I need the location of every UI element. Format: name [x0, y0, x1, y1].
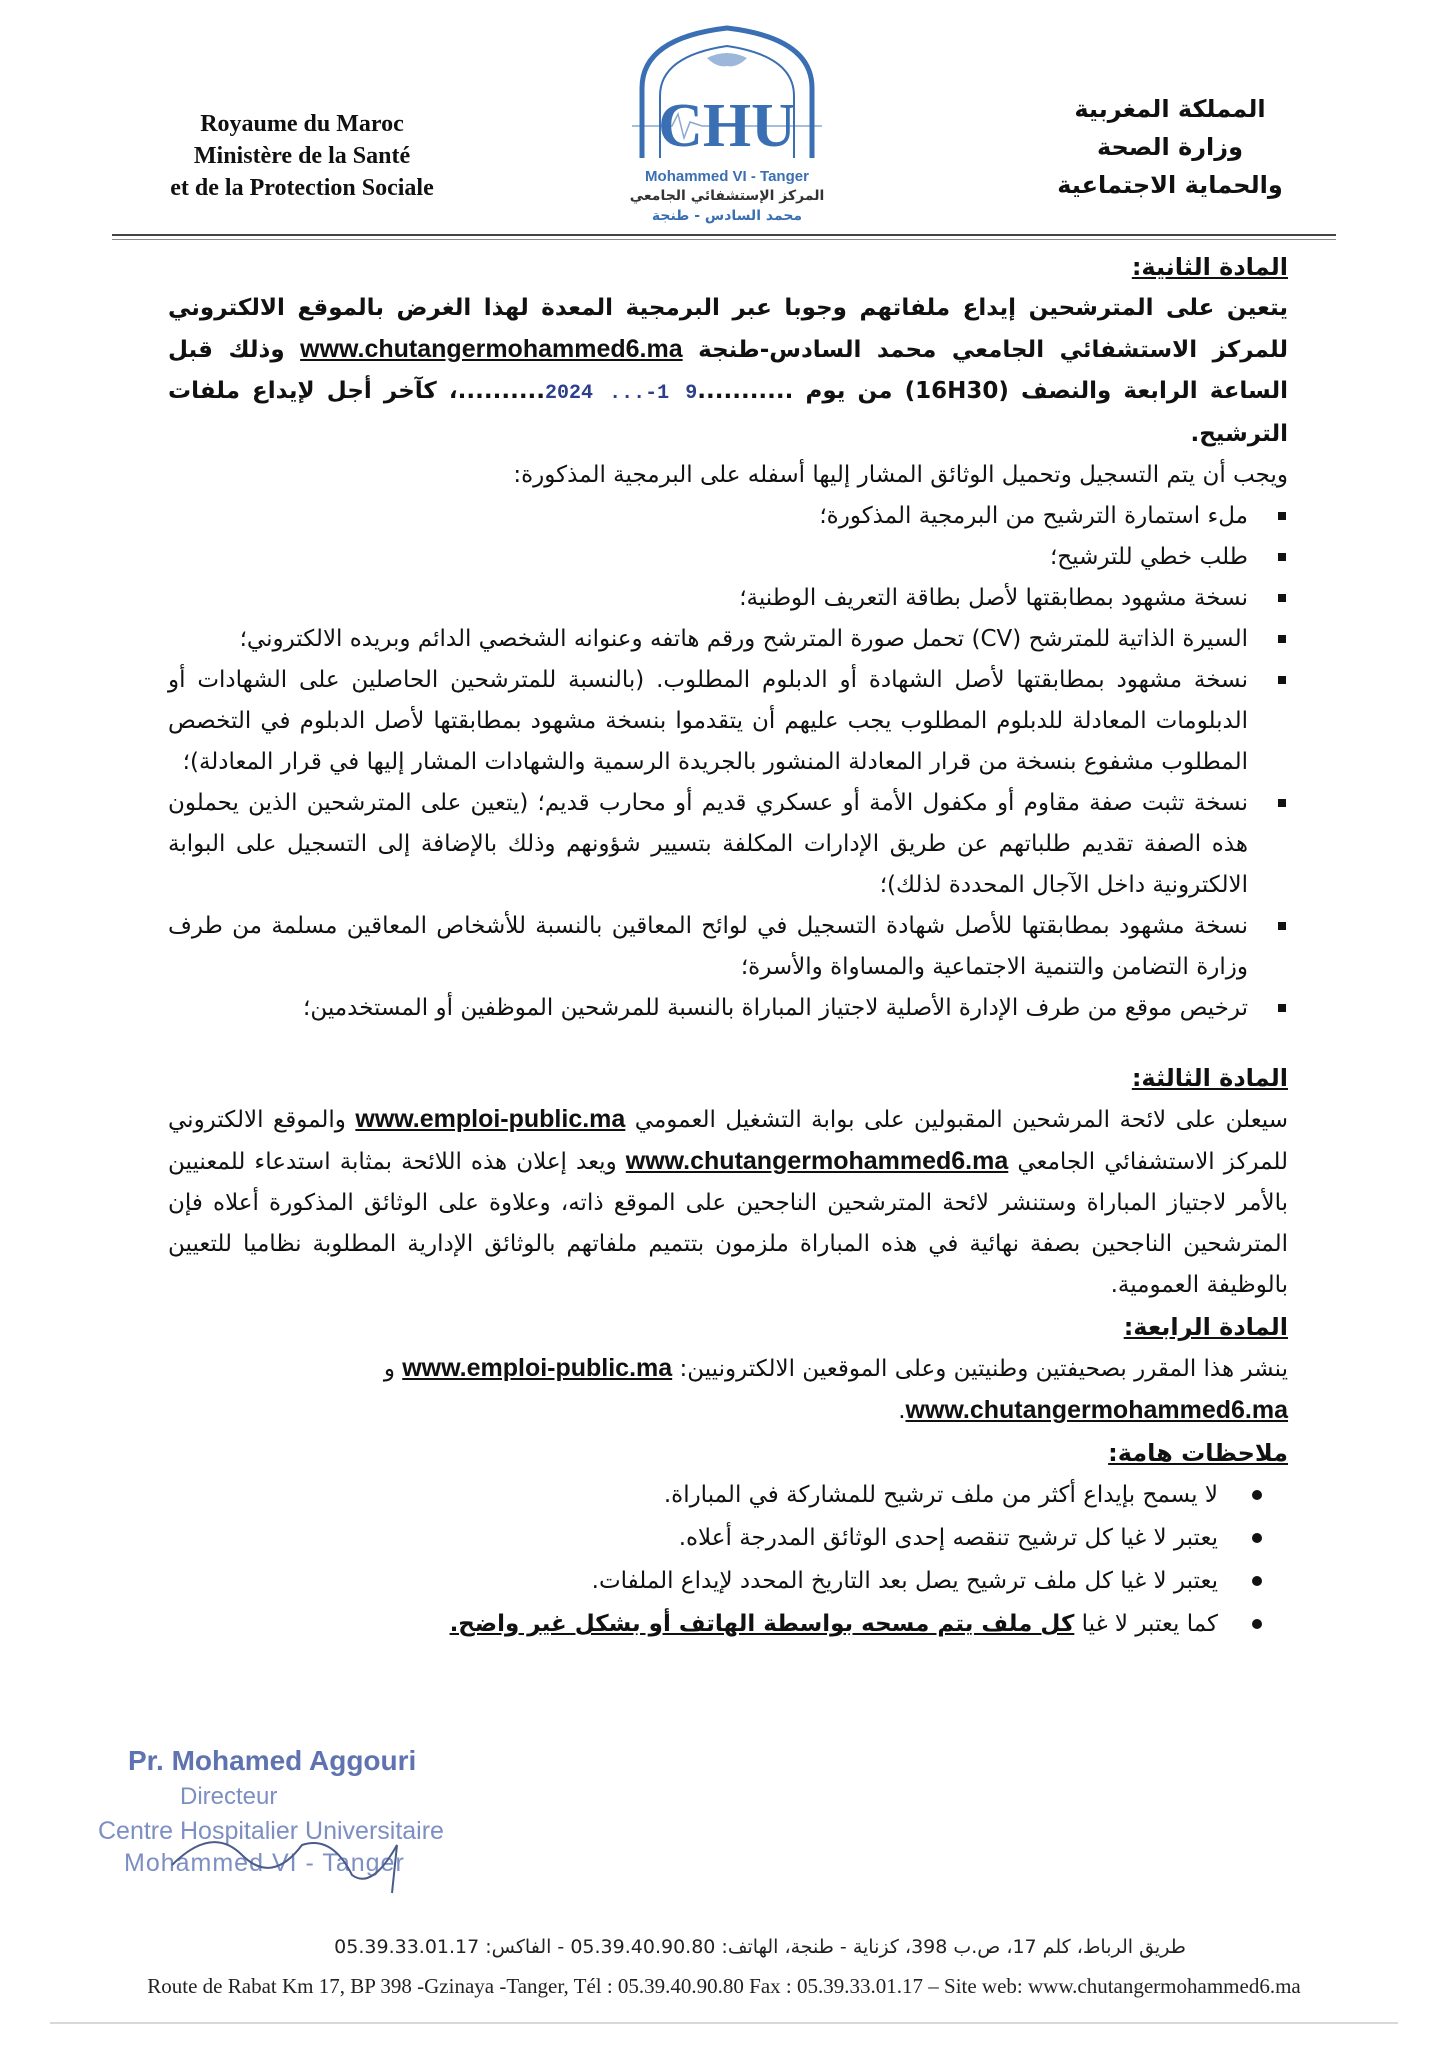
list-item: نسخة مشهود بمطابقتها لأصل الشهادة أو الدبلوم المطلوب. (بالنسبة للمترشحين الحاصلين على الشهادات أو الدبلومات المعادلة للدبلوم المطلوب يجب عليهم أن يتقدموا بنسخة مشهود بمطابقتها لأصل الدبلوم في التخصص المطلوب مشفوع بنسخة من قرار المعادلة المنشور بالجريدة الرسمية والشهادات المشار إليها في قرار المعادلة)؛ [168, 660, 1288, 783]
list-item: لا يسمح بإيداع أكثر من ملف ترشيح للمشاركة في المباراة. [168, 1474, 1288, 1517]
article4-text [168, 1348, 1288, 1432]
chu-logo [612, 18, 842, 228]
list-item: نسخة مشهود بمطابقتها لأصل بطاقة التعريف الوطنية؛ [168, 578, 1288, 619]
article3-title: المادة الثالثة: [1131, 1064, 1288, 1092]
logo-arch-graphic [612, 18, 842, 178]
header-fr-line1: Royaume du Maroc [200, 111, 404, 137]
article2-date-dots1: ........... [697, 378, 794, 404]
header-divider-thin [112, 239, 1336, 240]
logo-arabic-line1: المركز الإستشفائي الجامعي [629, 188, 825, 204]
director-stamp [92, 1745, 512, 1925]
list-item: نسخة مشهود بمطابقتها للأصل شهادة التسجيل في لوائح المعاقين بالنسبة للأشخاص المعاقين مسلمة من طرف وزارة التضامن والتنمية الاجتماعية والمساواة والأسرة؛ [168, 906, 1288, 988]
footer-address-fr: Route de Rabat Km 17, BP 398 -Gzinaya -Tanger, Tél : 05.39.40.90.80 Fax : 05.39.33.01.17 – Site web: www.chutangermohammed6.ma [147, 1974, 1301, 1998]
director-title: Directeur [180, 1783, 278, 1810]
logo-chu-text: CHU [658, 92, 796, 160]
header-fr-line3: et de la Protection Sociale [170, 175, 434, 201]
article4-end: . [898, 1398, 906, 1424]
article2-intro-text1: يتعين على المترشحين إيداع ملفاتهم وجوبا عبر البرمجية المعدة لهذا الغرض بالموقع الالكتروني للمركز الاستشفائي الجامعي محمد السادس-طنجة [168, 295, 1289, 363]
chu-website-link[interactable]: www.chutangermohammed6.ma [905, 1396, 1288, 1424]
article2-instructions: ويجب أن يتم التسجيل وتحميل الوثائق المشار إليها أسفله على البرمجية المذكورة: [513, 462, 1288, 488]
article3-text [168, 1099, 1288, 1306]
director-name: Pr. Mohamed Aggouri [128, 1745, 417, 1776]
handwritten-signature [152, 1815, 452, 1895]
list-item: يعتبر لا غيا كل ملف ترشيح يصل بعد التاريخ المحدد لإيداع الملفات. [168, 1560, 1288, 1603]
logo-arabic-line2: محمد السادس - طنجة [651, 208, 803, 224]
chu-website-link[interactable]: www.chutangermohammed6.ma [625, 1147, 1009, 1175]
header-fr-line2: Ministère de la Santé [193, 143, 411, 169]
header-ar-line1: المملكة المغربية [1074, 95, 1266, 123]
list-item: يعتبر لا غيا كل ترشيح تنقصه إحدى الوثائق المدرجة أعلاه. [168, 1517, 1288, 1560]
note-last-prefix: كما يعتبر لا غيا [1081, 1611, 1218, 1637]
article2-intro-text2: وذلك قبل الساعة الرابعة والنصف (16H30) من يوم [168, 337, 1288, 404]
list-item: ملء استمارة الترشيح من البرمجية المذكورة؛ [168, 496, 1288, 537]
list-item: ترخيص موقع من طرف الإدارة الأصلية لاجتياز المباراة بالنسبة للمرشحين الموظفين أو المستخدمين؛ [168, 988, 1288, 1029]
article2-intro [168, 288, 1288, 455]
document-body [168, 246, 1288, 1646]
header-divider [112, 234, 1336, 236]
article4-title: المادة الرابعة: [1123, 1313, 1288, 1341]
notes-list [168, 1474, 1288, 1646]
required-documents-list [168, 496, 1288, 1029]
article4-text1: ينشر هذا المقرر بصحيفتين وطنيتين وعلى الموقعين الالكترونيين: [679, 1356, 1288, 1382]
list-item [168, 1603, 1288, 1646]
article2-title: المادة الثانية: [1131, 253, 1288, 281]
emploi-public-link[interactable]: www.emploi-public.ma [355, 1105, 626, 1133]
article4-conj: و [383, 1356, 395, 1382]
header-ar-line2: وزارة الصحة [1096, 133, 1244, 161]
ministry-header-fr [112, 108, 492, 204]
note-last-strong: كل ملف يتم مسحه بواسطة الهاتف أو بشكل غير واضح. [449, 1611, 1075, 1637]
logo-name: Mohammed VI - Tanger [645, 168, 809, 185]
emploi-public-link[interactable]: www.emploi-public.ma [402, 1354, 673, 1382]
footer-divider [50, 2022, 1398, 2024]
ministry-header-ar [1020, 90, 1320, 204]
list-item: السيرة الذاتية للمترشح (CV) تحمل صورة المترشح ورقم هاتفه وعنوانه الشخصي الدائم وبريده الالكتروني؛ [168, 619, 1288, 660]
stamp-city: Mohammed VI - Tanger [124, 1849, 405, 1877]
header-ar-line3: والحماية الاجتماعية [1057, 171, 1283, 199]
article2-intro-text3: ، كآخر أجل لإيداع ملفات الترشيح. [168, 378, 1288, 447]
article3-text3: ويعد إعلان هذه اللائحة بمثابة استدعاء للمعنيين بالأمر لاجتياز المباراة وستنشر لائحة المترشحين الناجحين على الموقع ذاته، وعلاوة على الوثائق المذكورة أعلاه فإن المترشحين الناجحين بصفة نهائية في هذه المباراة ملزمون بتتميم ملفاتهم بالوثائق الإدارية المطلوبة نظاميا للتعيين بالوظيفة العمومية. [168, 1149, 1288, 1298]
notes-title: ملاحظات هامة: [1108, 1439, 1288, 1467]
article2-date-dots2: .......... [457, 378, 546, 404]
article3-text1: سيعلن على لائحة المرشحين المقبولين على بوابة التشغيل العمومي [634, 1107, 1289, 1133]
date-stamp: 2024 ...-1 9 [545, 382, 698, 405]
footer-address-ar: طريق الرباط، كلم 17، ص.ب 398، كزناية - طنجة، الهاتف: 05.39.40.90.80 - الفاكس: 05.39.33.01.17 [334, 1936, 1186, 1958]
article2-url-link[interactable]: www.chutangermohammed6.ma [300, 335, 683, 363]
list-item: طلب خطي للترشيح؛ [168, 537, 1288, 578]
stamp-centre: Centre Hospitalier Universitaire [98, 1817, 444, 1845]
article3-text2: والموقع الالكتروني للمركز الاستشفائي الجامعي [168, 1107, 1289, 1175]
list-item: نسخة تثبت صفة مقاوم أو مكفول الأمة أو عسكري قديم أو محارب قديم؛ (يتعين على المترشحين الذين يحملون هذه الصفة تقديم طلباتهم عن طريق الإدارات المكلفة بتسيير شؤونهم وذلك بالإضافة إلى التسجيل على البوابة الالكترونية داخل الآجال المحددة لذلك)؛ [168, 783, 1288, 906]
